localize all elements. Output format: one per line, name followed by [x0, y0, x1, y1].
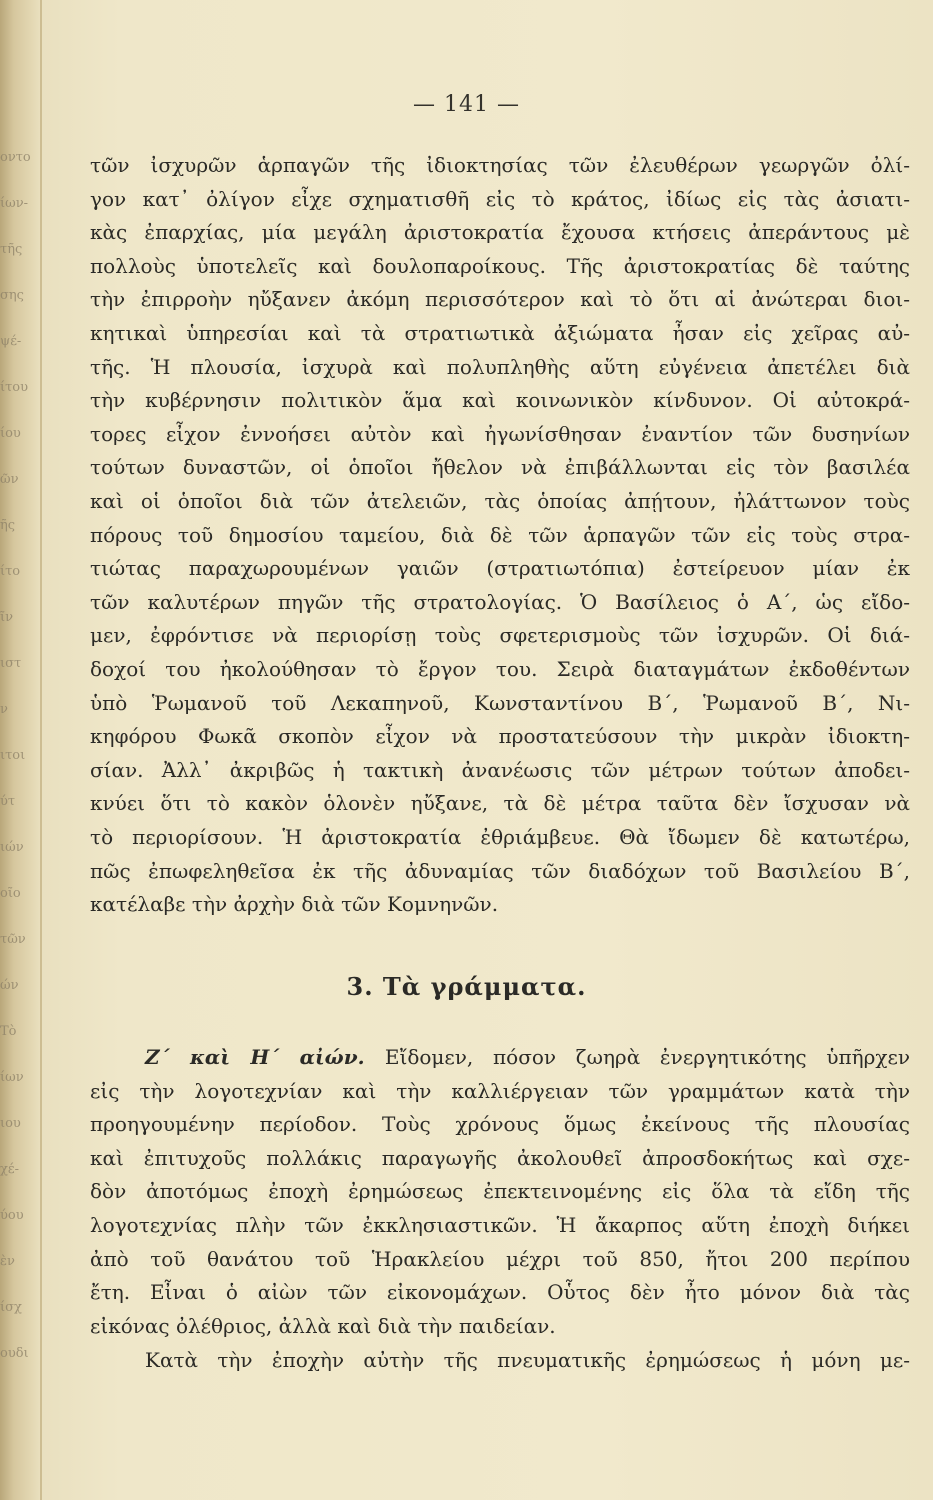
text-line: Κατὰ τὴν ἐποχὴν αὐτὴν τῆς πνευματικῆς ἐρημώσεως ἡ μόνη με-: [145, 1348, 910, 1372]
bleed-fragment: ύου: [0, 1208, 24, 1223]
bleed-fragment: ῶν: [0, 472, 19, 487]
text-line: πολλοὺς ὑποτελεῖς καὶ δουλοπαροίκους. Τῆς ἀριστοκρατίας δὲ ταύτης: [90, 253, 910, 278]
bleed-fragment: ίων: [0, 1070, 24, 1085]
text-line: [145, 1042, 910, 1072]
text-line: δὸν ἀποτόμως ἐποχὴ ἐρημώσεως ἐπεκτεινομένης εἰς ὅλα τὰ εἴδη τῆς: [90, 1179, 910, 1204]
text-line: δοχοί του ἠκολούθησαν τὸ ἔργον του. Σειρὰ διαταγμάτων ἐκδοθέντων: [90, 657, 910, 681]
text-line: κνύει ὅτι τὸ κακὸν ὁλονὲν ηὔξανε, τὰ δὲ μέτρα ταῦτα δὲν ἴσχυσαν νὰ: [90, 791, 910, 816]
bleed-fragment: τῶν: [0, 932, 26, 947]
text-line: σίαν. Ἀλλ᾽ ἀκριβῶς ἡ τακτικὴ ἀνανέωσις τῶν μέτρων τούτων ἀποδει-: [90, 757, 910, 782]
bleed-fragment: ὲν: [0, 1254, 15, 1269]
bleed-fragment: ιου: [0, 1116, 21, 1131]
text-line: τὸ περιορίσουν. Ἡ ἀριστοκρατία ἐθριάμβευε. Θὰ ἴδωμεν δὲ κατωτέρω,: [90, 825, 910, 849]
paragraph-lead: Ζ´ καὶ Η´ αἰών.: [145, 1045, 385, 1069]
bleed-fragment: ψέ-: [0, 334, 22, 349]
bleed-fragment: ίων-: [0, 196, 28, 211]
text-line: εἰκόνας ὀλέθριος, ἀλλὰ καὶ διὰ τὴν παιδείαν.: [90, 1313, 556, 1338]
bleed-fragment: τῆς: [0, 242, 23, 257]
text-line: τὴν κυβέρνησιν πολιτικὸν ἅμα καὶ κοινωνικὸν κίνδυνον. Οἱ αὐτοκρά-: [90, 388, 910, 413]
text-line: εἰς τὴν λογοτεχνίαν καὶ τὴν καλλιέργειαν τῶν γραμμάτων κατὰ τὴν: [90, 1078, 910, 1103]
bleed-fragment: ιτοι: [0, 748, 26, 763]
text-line: τῶν καλυτέρων πηγῶν τῆς στρατολογίας. Ὁ Βασίλειος ὁ Α´, ὡς εἴδο-: [90, 589, 910, 614]
text-line: τορες εἶχον ἐννοήσει αὐτὸν καὶ ἠγωνίσθησαν ἐναντίον τῶν δυσηνίων: [90, 421, 910, 446]
bleed-fragment: ῖν: [0, 610, 13, 625]
bleed-fragment: οντο: [0, 150, 31, 165]
bleed-fragment: ιών: [0, 840, 24, 855]
bleed-fragment: ίσχ: [0, 1300, 22, 1315]
text-line: λογοτεχνίας πλὴν τῶν ἐκκλησιαστικῶν. Ἡ ἄκαρπος αὕτη ἐποχὴ διήκει: [90, 1213, 910, 1237]
bleed-fragment: ιστ: [0, 656, 22, 671]
text-line: κηφόρου Φωκᾶ σκοπὸν εἶχον νὰ προστατεύσουν τὴν μικρὰν ἰδιοκτη-: [90, 724, 910, 749]
section-heading: 3. Τὰ γράμματα.: [346, 972, 587, 1001]
text-line: ὑπὸ Ῥωμανοῦ τοῦ Λεκαπηνοῦ, Κωνσταντίνου Β´, Ῥωμανοῦ Β´, Νι-: [90, 690, 910, 715]
text-line: καὶ οἱ ὁποῖοι διὰ τῶν ἀτελειῶν, τὰς ὁποίας ἀπῄτουν, ἠλάττωνον τοὺς: [90, 489, 910, 513]
text-line: τῶν ἰσχυρῶν ἁρπαγῶν τῆς ἰδιοκτησίας τῶν ἐλευθέρων γεωργῶν ὀλί-: [90, 153, 910, 177]
bleed-fragment: ῆς: [0, 518, 16, 533]
text-line: κατέλαβε τὴν ἀρχὴν διὰ τῶν Κομνηνῶν.: [90, 892, 499, 917]
text-line: γον κατ᾽ ὀλίγον εἶχε σχηματισθῆ εἰς τὸ κράτος, ἰδίως εἰς τὰς ἀσιατι-: [90, 186, 910, 211]
text-line: κὰς ἐπαρχίας, μία μεγάλη ἀριστοκρατία ἔχουσα κτήσεις ἀπεράντους μὲ: [90, 220, 910, 245]
bleed-fragment: ίτου: [0, 380, 29, 395]
page-number: — 141 —: [413, 92, 520, 117]
bleed-fragment: ύτ: [0, 794, 16, 809]
bleed-fragment: ν: [0, 702, 8, 717]
text-line: καὶ ἐπιτυχοῦς πολλάκις παραγωγῆς ἀκολουθεῖ ἀπροσδοκήτως καὶ σχε-: [90, 1145, 910, 1170]
bleed-fragment: ών: [0, 978, 19, 993]
text-line: τῆς. Ἡ πλουσία, ἰσχυρὰ καὶ πολυπληθὴς αὕτη εὐγένεια ἀπετέλει διὰ: [90, 354, 910, 379]
bleed-fragment: σης: [0, 288, 24, 303]
text-line: προηγουμένην περίοδον. Τοὺς χρόνους ὅμως ἐκείνους τῆς πλουσίας: [90, 1112, 910, 1137]
bleed-fragment: ίου: [0, 426, 21, 441]
text-line: κητικαὶ ὑπηρεσίαι καὶ τὰ στρατιωτικὰ ἀξιώματα ἦσαν εἰς χεῖρας αὐ-: [90, 321, 910, 345]
text-line: μεν, ἐφρόντισε νὰ περιορίσῃ τοὺς σφετερισμοὺς τῶν ἰσχυρῶν. Οἱ διά-: [90, 623, 910, 648]
text-line: τιώτας παραχωρουμένων γαιῶν (στρατιωτόπια) ἐστείρευον μίαν ἐκ: [90, 556, 910, 581]
bleed-fragment: χέ-: [0, 1162, 20, 1177]
bleed-fragment: ίτο: [0, 564, 21, 579]
text-line: τὴν ἐπιρροὴν ηὔξανεν ἀκόμη περισσότερον καὶ τὸ ὅτι αἱ ἀνώτεραι διοι-: [90, 287, 910, 312]
text-line: ἀπὸ τοῦ θανάτου τοῦ Ἡρακλείου μέχρι τοῦ 850, ἤτοι 200 περίπου: [90, 1246, 910, 1271]
line-text: Εἴδομεν, πόσον ζωηρὰ ἐνεργητικότης ὑπῆρχεν: [384, 1045, 910, 1069]
bleed-fragment: Τὸ: [0, 1024, 17, 1039]
bleed-fragment: οῖο: [0, 886, 21, 901]
text-line: πόρους τοῦ δημοσίου ταμείου, διὰ δὲ τῶν ἁρπαγῶν τῶν εἰς τοὺς στρα-: [90, 522, 910, 547]
bleed-fragment: ουδι: [0, 1346, 29, 1361]
text-line: ἔτη. Εἶναι ὁ αἰὼν τῶν εἰκονομάχων. Οὗτος δὲν ἦτο μόνον διὰ τὰς: [90, 1280, 910, 1305]
text-line: τούτων δυναστῶν, οἱ ὁποῖοι ἤθελον νὰ ἐπιβάλλωνται εἰς τὸν βασιλέα: [90, 455, 910, 480]
text-line: πῶς ἐπωφεληθεῖσα ἐκ τῆς ἀδυναμίας τῶν διαδόχων τοῦ Βασιλείου Β´,: [90, 858, 910, 883]
